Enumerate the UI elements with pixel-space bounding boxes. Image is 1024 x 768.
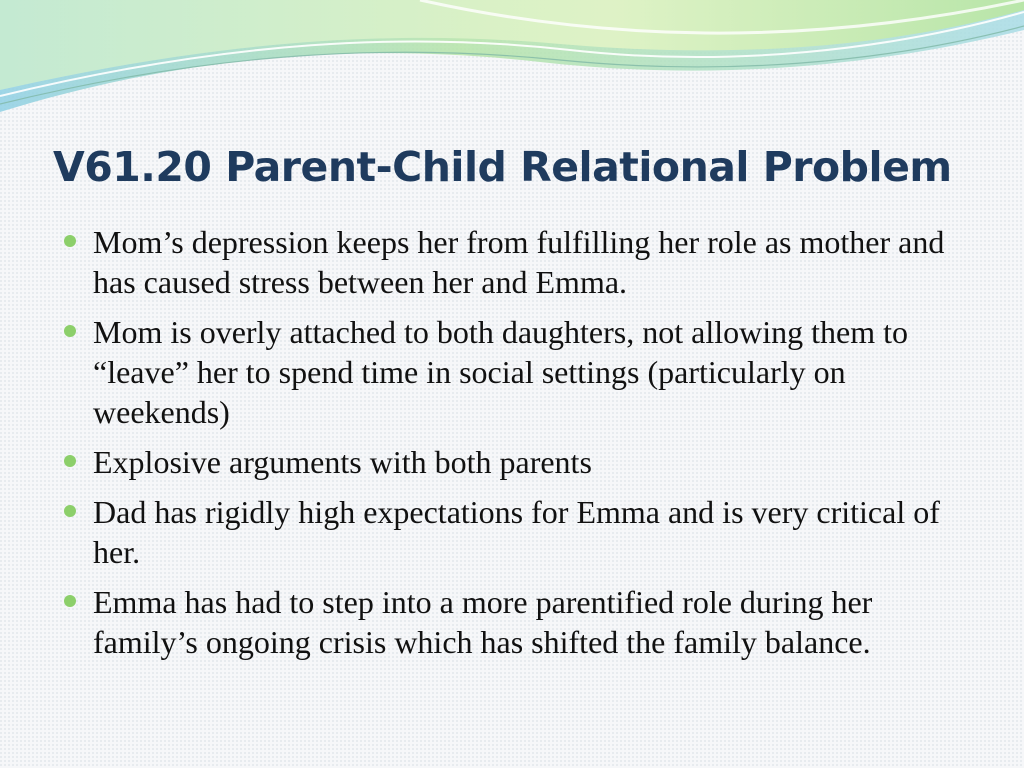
list-item — [62, 312, 982, 432]
bullet-text: Mom’s depression keeps her from fulfilling her role as mother and has caused stress between her and Emma. — [93, 224, 945, 300]
bullet-text: Dad has rigidly high expectations for Emma and is very critical of her. — [93, 494, 940, 570]
bullet-list — [62, 222, 982, 672]
bullet-text: Explosive arguments with both parents — [93, 444, 592, 480]
bullet-dot-icon — [64, 595, 76, 607]
bullet-text: Mom is overly attached to both daughters, not allowing them to “leave” her to spend time in social settings (particularly on weekends) — [93, 314, 908, 430]
bullet-dot-icon — [64, 455, 76, 467]
list-item — [62, 582, 982, 662]
bullet-dot-icon — [64, 505, 76, 517]
bullet-text: Emma has had to step into a more parentified role during her family’s ongoing crisis which has shifted the family balance. — [93, 584, 873, 660]
bullet-dot-icon — [64, 325, 76, 337]
list-item — [62, 442, 982, 482]
slide-title: V61.20 Parent-Child Relational Problem — [53, 143, 952, 191]
list-item — [62, 492, 982, 572]
decorative-wave-header — [0, 0, 1024, 130]
bullet-dot-icon — [64, 235, 76, 247]
list-item — [62, 222, 982, 302]
